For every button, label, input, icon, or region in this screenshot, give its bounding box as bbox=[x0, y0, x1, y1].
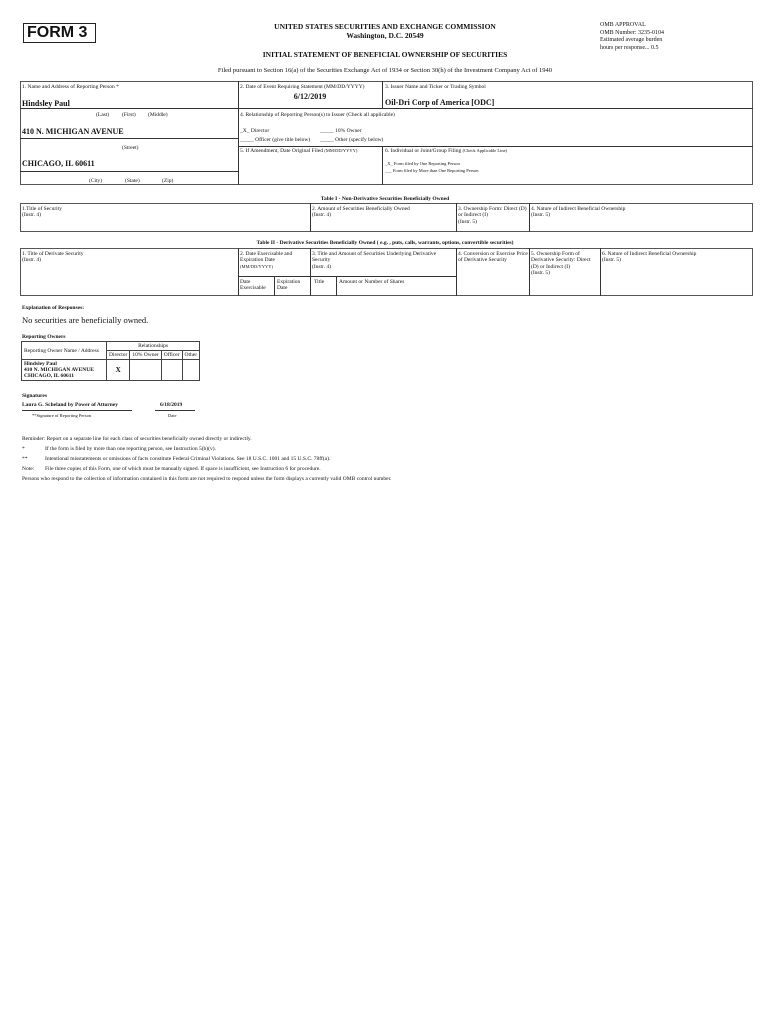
table2-title: Table II - Derivative Securities Beneficially Owned ( e.g. , puts, calls, warrants, options, convertible securities) bbox=[256, 240, 514, 246]
table2-col3 bbox=[312, 251, 454, 270]
ro-col-relationships: Relationships bbox=[107, 342, 200, 351]
ro-10-owner-cell bbox=[130, 360, 161, 381]
table2-col6-label: 6. Nature of Indirect Beneficial Ownership bbox=[602, 251, 697, 257]
table2-col1-instr: (Instr. 4) bbox=[22, 257, 41, 264]
filing-option-more: ___ Form filed by More than One Reporting Person bbox=[385, 168, 479, 173]
omb-number: OMB Number: 3235-0104 bbox=[600, 29, 664, 36]
filing-option-one: _X_ Form filed by One Reporting Person bbox=[385, 161, 460, 166]
ro-other-cell bbox=[182, 360, 200, 381]
table1-col4-instr: (Instr. 5) bbox=[531, 212, 550, 219]
box5-label-text: 5. If Amendment, Date Original Filed bbox=[240, 148, 323, 154]
ro-owner-name: Hindsley Paul bbox=[24, 361, 57, 367]
footnote-star1-mark: * bbox=[22, 446, 25, 452]
box1-label: 1. Name and Address of Reporting Person * bbox=[22, 84, 119, 90]
reporting-person-name: Hindsley Paul bbox=[22, 99, 70, 108]
agency-location: Washington, D.C. 20549 bbox=[346, 31, 424, 41]
table2-col2-format: (MM/DD/YYYY) bbox=[240, 263, 273, 269]
signature-date: 6/18/2019 bbox=[160, 402, 183, 408]
table1-col2-instr: (Instr. 4) bbox=[312, 212, 331, 219]
table-row bbox=[22, 360, 200, 381]
table1-col1-label: 1.Title of Security bbox=[22, 206, 62, 212]
table1-col4 bbox=[531, 206, 671, 219]
form-number-label: FORM 3 bbox=[23, 23, 96, 43]
ro-col-name: Reporting Owner Name / Address bbox=[22, 342, 107, 360]
explanation-text: No securities are beneficially owned. bbox=[22, 315, 149, 325]
footnote-star1: If the form is filed by more than one reporting person, see Instruction 5(b)(v). bbox=[45, 446, 216, 452]
table2-col1-label: 1. Title of Derivate Security bbox=[22, 251, 84, 257]
ro-director-mark: X bbox=[107, 360, 130, 381]
table2-col4: 4. Conversion or Exercise Price of Derivative Security bbox=[458, 251, 528, 264]
reporting-owners-heading: Reporting Owners bbox=[22, 334, 66, 340]
table1-col4-label: 4. Nature of Indirect Beneficial Ownership bbox=[531, 206, 626, 212]
table2-col5-label: 5. Ownership Form of Derivative Security: Direct (D) or Indirect (I) bbox=[531, 251, 591, 270]
table1-col2-label: 2. Amount of Securities Beneficially Owned bbox=[312, 206, 410, 212]
persons-respond-note: Persons who respond to the collection of information contained in this form are not required to respond unless the form displays a currently valid OMB control number. bbox=[22, 476, 392, 482]
table2-sub-title: Title bbox=[314, 279, 325, 285]
reporting-person-street: 410 N. MICHIGAN AVENUE bbox=[22, 127, 124, 136]
box4-label: 4. Relationship of Reporting Person(s) to Issuer (Check all applicable) bbox=[240, 112, 395, 118]
name-col-middle: (Middle) bbox=[148, 112, 168, 118]
street-col-label: (Street) bbox=[122, 145, 139, 151]
city-col-zip: (Zip) bbox=[162, 178, 174, 184]
ro-owner-addr2: CHICAGO, IL 60611 bbox=[24, 373, 74, 379]
reminder-note: Reminder: Report on a separate line for each class of securities beneficially owned directly or indirectly. bbox=[22, 436, 252, 442]
table1-col3-label: 3. Ownership Form: Direct (D) or Indirect (I) bbox=[458, 206, 527, 219]
box2-label: 2. Date of Event Requiring Statement (MM/DD/YYYY) bbox=[240, 84, 365, 90]
box5-label bbox=[240, 148, 357, 154]
box6-label-text: 6. Individual or Joint/Group Filing bbox=[385, 148, 462, 154]
ro-col-other: Other bbox=[182, 351, 200, 360]
table2-col5-instr: (Instr. 5) bbox=[531, 269, 550, 276]
date-label: Date bbox=[168, 413, 177, 418]
table1-title: Table I - Non-Derivative Securities Beneficially Owned bbox=[320, 196, 450, 202]
note-text: File three copies of this Form, one of which must be manually signed. If space is insufficient, see Instruction 6 for procedure. bbox=[45, 466, 321, 472]
ro-officer-cell bbox=[161, 360, 182, 381]
reporting-owners-table bbox=[21, 341, 200, 381]
omb-approval: OMB APPROVAL bbox=[600, 22, 646, 28]
table2-col2 bbox=[240, 251, 308, 269]
signer-label: **Signature of Reporting Person bbox=[32, 413, 92, 418]
relationship-other: _____ Other (specify below) bbox=[320, 137, 384, 143]
box6-label bbox=[385, 148, 507, 154]
event-date: 6/12/2019 bbox=[293, 92, 327, 101]
box3-label: 3. Issuer Name and Ticker or Trading Symbol bbox=[385, 84, 486, 90]
table1-col1-instr: (Instr. 4) bbox=[22, 212, 41, 219]
name-col-first: (First) bbox=[122, 112, 136, 118]
reporting-person-city: CHICAGO, IL 60611 bbox=[22, 159, 95, 168]
statement-title: INITIAL STATEMENT OF BENEFICIAL OWNERSHIP OF SECURITIES bbox=[262, 49, 508, 59]
issuer-name: Oil-Dri Corp of America [ODC] bbox=[385, 98, 495, 107]
omb-approval-box bbox=[600, 22, 664, 52]
table2-sub-date-exercisable: Date Exercisable bbox=[240, 279, 266, 292]
ro-col-10-owner: 10% Owner bbox=[130, 351, 161, 360]
city-col-state: (State) bbox=[125, 178, 140, 184]
omb-burden-line2: hours per response... 0.5 bbox=[600, 44, 659, 51]
ro-owner-cell bbox=[22, 360, 107, 381]
table2-col2-label: 2. Date Exercisable and Expiration Date bbox=[240, 251, 293, 264]
footnote-star2: Intentional misstatements or omissions of facts constitute Federal Criminal Violations. See 18 U.S.C. 1001 and 15 U.S.C. 78ff(a). bbox=[45, 456, 331, 462]
relationship-director: _X_ Director bbox=[240, 128, 270, 134]
table2-col5 bbox=[531, 251, 599, 276]
explanation-heading: Explanation of Responses: bbox=[22, 305, 85, 311]
ro-col-officer: Officer bbox=[161, 351, 182, 360]
signatures-heading: Signatures bbox=[22, 393, 47, 399]
ro-col-director: Director bbox=[107, 351, 130, 360]
city-col-city: (City) bbox=[89, 178, 103, 184]
relationship-10-owner: _____ 10% Owner bbox=[320, 128, 362, 134]
omb-burden-line1: Estimated average burden bbox=[600, 37, 663, 43]
agency-name: UNITED STATES SECURITIES AND EXCHANGE COMMISSION bbox=[274, 22, 496, 31]
name-col-last: (Last) bbox=[96, 112, 110, 118]
form-header bbox=[210, 22, 560, 59]
signer-name: Laura G. Scheland by Power of Attorney bbox=[22, 402, 118, 408]
table2-col6 bbox=[602, 251, 752, 264]
note-mark: Note: bbox=[22, 466, 35, 472]
filed-pursuant-note: Filed pursuant to Section 16(a) of the Securities Exchange Act of 1934 or Section 30(h) of the Investment Company Act of 1940 bbox=[217, 67, 553, 74]
ro-owner-addr1: 410 N. MICHIGAN AVENUE bbox=[24, 367, 94, 373]
table1-col1 bbox=[22, 206, 62, 219]
box5-label-sub: (MM/DD/YYYY) bbox=[324, 148, 358, 153]
table1-col3 bbox=[458, 206, 528, 225]
table2-col3-instr: (Instr. 4) bbox=[312, 263, 331, 270]
table1-col2 bbox=[312, 206, 454, 219]
table2-sub-amount: Amount or Number of Shares bbox=[339, 279, 405, 285]
table2-col3-label: 3. Title and Amount of Securities Underlying Derivative Security bbox=[312, 251, 437, 264]
table2-sub-expiration: Expiration Date bbox=[277, 279, 301, 292]
table2-col1 bbox=[22, 251, 84, 264]
table1-col3-instr: (Instr. 5) bbox=[458, 218, 477, 225]
relationship-officer: _____ Officer (give title below) bbox=[240, 137, 311, 143]
table2-col6-instr: (Instr. 5) bbox=[602, 257, 621, 264]
box6-label-sub: (Check Applicable Line) bbox=[462, 148, 508, 153]
footnote-star2-mark: ** bbox=[22, 456, 28, 462]
